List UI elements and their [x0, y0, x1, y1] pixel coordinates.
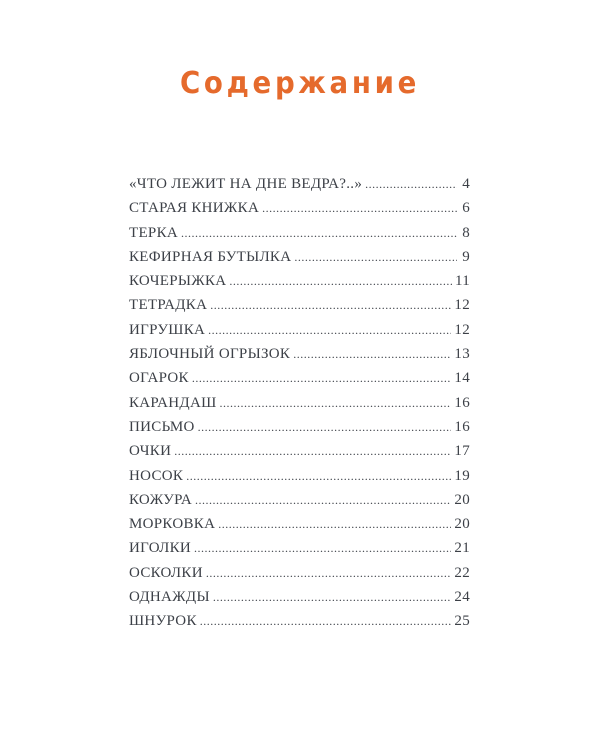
toc-entry-page: 4 [462, 176, 470, 192]
toc-entry-page: 16 [454, 394, 470, 411]
toc-entry-title: КАРАНДАШ [129, 394, 217, 411]
toc-entry[interactable] [129, 322, 470, 346]
toc-leader-dots [293, 347, 451, 362]
toc-entry-title: ОЧКИ [129, 443, 172, 460]
toc-entry[interactable] [129, 200, 470, 224]
toc-entry-page: 24 [454, 589, 470, 606]
toc-leader-dots [186, 469, 451, 484]
toc-leader-dots [194, 541, 451, 556]
toc-entry[interactable] [129, 468, 470, 492]
toc-entry-page: 17 [454, 443, 470, 460]
toc-entry-page: 12 [454, 321, 470, 338]
toc-leader-dots [174, 444, 451, 459]
page-title: Содержание [179, 66, 421, 101]
toc-entry-page: 12 [454, 297, 470, 314]
toc-entry-title: КОЖУРА [129, 491, 192, 508]
toc-entry-page: 19 [454, 467, 470, 484]
toc-entry-title: ШНУРОК [129, 613, 197, 630]
toc-entry[interactable] [129, 419, 470, 443]
toc-entry-title: НОСОК [129, 467, 184, 484]
toc-entry-title: ПИСЬМО [129, 418, 195, 435]
toc-entry-page: 13 [454, 346, 470, 363]
toc-entry-page: 25 [454, 613, 470, 630]
toc-entry-page: 20 [454, 491, 470, 508]
toc-entry-title: КОЧЕРЫЖКА [129, 273, 227, 290]
toc-entry-page: 11 [454, 273, 470, 290]
toc-entry-title: ЯБЛОЧНЫЙ ОГРЫЗОК [129, 346, 291, 363]
toc-leader-dots [229, 274, 452, 289]
toc-entry-title: ОГАРОК [129, 370, 189, 387]
toc-leader-dots [181, 226, 457, 241]
toc-entry[interactable] [129, 492, 470, 516]
toc-entry[interactable] [129, 395, 470, 419]
toc-entry[interactable] [129, 273, 470, 297]
table-of-contents [129, 176, 470, 638]
toc-entry-title: ОСКОЛКИ [129, 564, 203, 581]
toc-entry-title: ТЕРКА [129, 224, 179, 241]
toc-entry-page: 20 [454, 516, 470, 533]
toc-entry-title: ИГОЛКИ [129, 540, 192, 557]
toc-entry[interactable] [129, 443, 470, 467]
toc-entry[interactable] [129, 613, 470, 637]
toc-entry-title: МОРКОВКА [129, 516, 216, 533]
toc-entry-page: 8 [462, 224, 470, 241]
toc-leader-dots [365, 177, 457, 192]
toc-entry-page: 16 [454, 418, 470, 435]
toc-leader-dots [192, 371, 452, 386]
toc-entry-page: 22 [454, 564, 470, 581]
toc-leader-dots [210, 298, 451, 313]
toc-entry-title: «ЧТО ЛЕЖИТ НА ДНЕ ВЕДРА?..» [129, 176, 363, 192]
toc-leader-dots [294, 250, 457, 265]
toc-entry-title: ОДНАЖДЫ [129, 589, 210, 606]
toc-entry[interactable] [129, 565, 470, 589]
toc-entry[interactable] [129, 225, 470, 249]
toc-entry-title: ИГРУШКА [129, 321, 206, 338]
toc-entry[interactable] [129, 540, 470, 564]
toc-leader-dots [213, 590, 452, 605]
toc-leader-dots [206, 566, 452, 581]
toc-entry[interactable] [129, 249, 470, 273]
toc-entry[interactable] [129, 346, 470, 370]
toc-entry-title: КЕФИРНАЯ БУТЫЛКА [129, 248, 292, 265]
toc-entry[interactable] [129, 176, 470, 200]
toc-entry[interactable] [129, 297, 470, 321]
toc-leader-dots [200, 614, 452, 629]
toc-entry[interactable] [129, 516, 470, 540]
toc-entry-page: 9 [462, 248, 470, 265]
toc-entry-page: 21 [454, 540, 470, 557]
toc-leader-dots [198, 420, 452, 435]
toc-entry-page: 14 [454, 370, 470, 387]
toc-leader-dots [208, 323, 451, 338]
toc-entry[interactable] [129, 589, 470, 613]
toc-leader-dots [195, 493, 451, 508]
toc-leader-dots [262, 201, 457, 216]
toc-leader-dots [218, 517, 451, 532]
toc-entry-title: СТАРАЯ КНИЖКА [129, 200, 260, 217]
toc-leader-dots [220, 396, 452, 411]
toc-entry-page: 6 [462, 200, 470, 217]
toc-entry[interactable] [129, 370, 470, 394]
toc-entry-title: ТЕТРАДКА [129, 297, 208, 314]
